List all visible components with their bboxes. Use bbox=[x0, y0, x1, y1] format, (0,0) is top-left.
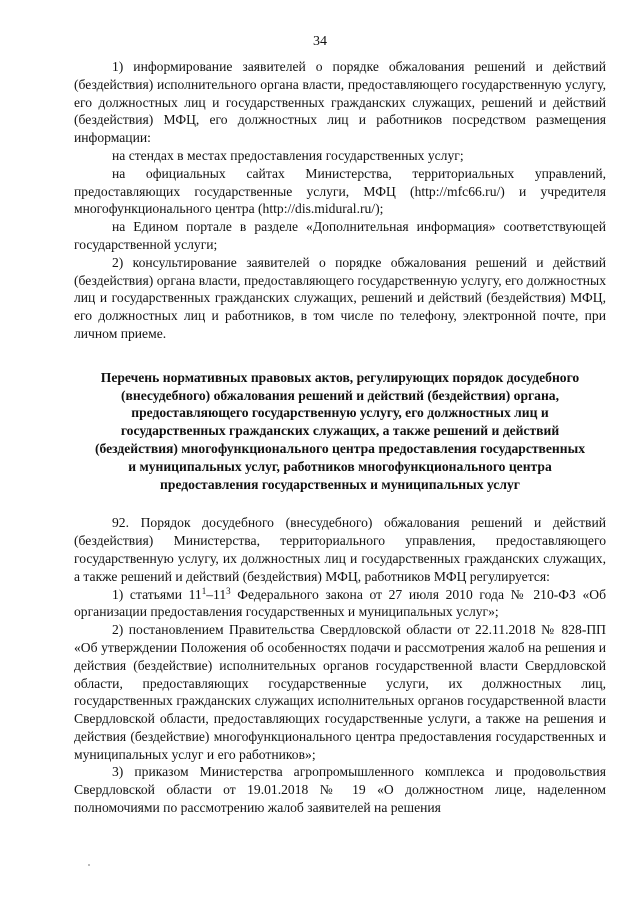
paragraph-92: 92. Порядок досудебного (внесудебного) обжалования решений и действий (бездействия) Министерства, территориального управления, предоставляющего государственную услугу, их должностных лиц и государственных гражданских служащих, а также решений и действий (бездействия) МФЦ, работников МФЦ регулируется: bbox=[74, 515, 606, 584]
paragraph-portal: на Едином портале в разделе «Дополнительная информация» соответствующей государственной услуги; bbox=[74, 219, 606, 252]
scan-speck bbox=[88, 864, 90, 866]
law-articles-dash: –11 bbox=[206, 586, 227, 602]
list-item-resolution: 2) постановлением Правительства Свердловской области от 22.11.2018 № 828-ПП «Об утверждении Положения об особенностях подачи и рассмотрения жалоб на решения и действия (бездействие) исполнительных органов государственной власти Свердловской области, предоставляющих государственные услуги, их должностных лиц, государственных гражданских служащих исполнительных органов государственной власти Свердловской области, предоставляющих государственные услуги, а также на решения и действия (бездействие) многофункционального центра предоставления государственных и муниципальных услуг и его работников»; bbox=[74, 622, 606, 762]
section-gap bbox=[74, 493, 606, 514]
section-heading: Перечень нормативных правовых актов, регулирующих порядок досудебного (внесудебного) обжалования решений и действий (бездействия) органа, предоставляющего государственную услугу, его должностных лиц и государственных гражданских служащих, а также решений и действий (бездействия) многофункционального центра предоставления государственных и муниципальных услуг, работников многофункционального центра предоставления государственных и муниципальных услуг bbox=[95, 369, 585, 492]
list-item-federal-law bbox=[74, 586, 606, 622]
paragraph-consulting: 2) консультирование заявителей о порядке обжалования решений и действий (бездействия) органа власти, предоставляющего государственную услугу, его должностных лиц и государственных гражданских служащих, решений и действий (бездействия) МФЦ, его должностных лиц и работников, в том числе по телефону, электронной почте, при личном приеме. bbox=[74, 254, 606, 341]
law-articles-rest: Федерального закона от 27 июля 2010 года № 210-ФЗ «Об организации предоставления государственных и муниципальных услуг»; bbox=[74, 586, 606, 620]
superscript-1: 1 bbox=[201, 585, 207, 596]
paragraph-websites: на официальных сайтах Министерства, территориальных управлений, предоставляющих государственные услуги, МФЦ (http://mfc66.ru/) и учредителя многофункционального центра (http://dis.midural.ru/); bbox=[74, 165, 606, 217]
list-item-order: 3) приказом Министерства агропромышленного комплекса и продовольствия Свердловской области от 19.01.2018 № 19 «О должностном лице, наделенном полномочиями по рассмотрению жалоб заявителей на решения bbox=[74, 764, 606, 816]
superscript-3: 3 bbox=[226, 585, 231, 596]
document-body bbox=[74, 58, 606, 817]
page-number: 34 bbox=[313, 34, 327, 49]
paragraph-informing: 1) информирование заявителей о порядке обжалования решений и действий (бездействия) исполнительного органа власти, предоставляющего государственную услугу, его должностных лиц и государственных гражданских служащих, решений и действий (бездействия) МФЦ, его должностных лиц и работников посредством размещения информации: bbox=[74, 59, 606, 146]
paragraph-stands: на стендах в местах предоставления государственных услуг; bbox=[112, 147, 464, 163]
law-articles-prefix: 1) статьями 11 bbox=[112, 586, 202, 602]
